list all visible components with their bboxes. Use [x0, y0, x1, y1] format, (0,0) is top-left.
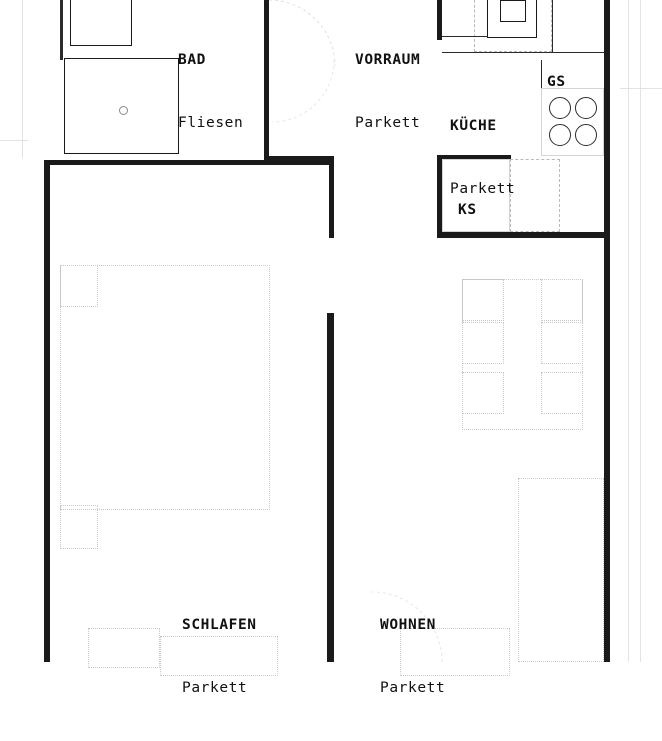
wall-outer-right — [604, 0, 610, 662]
wall-vorraum-right — [437, 0, 442, 40]
wall-outer-left — [44, 160, 50, 662]
page-edge-top-left — [0, 140, 28, 141]
room-material-vorraum: Parkett — [355, 115, 421, 131]
room-name-wohnen: WOHNEN — [380, 617, 436, 633]
wardrobe-ghost — [88, 628, 160, 668]
room-name-kueche: KÜCHE — [450, 118, 497, 134]
vorraum-line-2 — [442, 52, 604, 53]
room-name-vorraum: VORRAUM — [355, 52, 421, 68]
kitchen-divider — [541, 60, 542, 88]
page-edge-right — [628, 0, 629, 662]
wall-partition-bedroom-living — [327, 313, 334, 662]
vorraum-line-1 — [552, 0, 553, 52]
appliance-tag-gs: GS — [547, 74, 566, 90]
hob-burner-2 — [575, 97, 597, 119]
wall-bath-right — [264, 0, 269, 160]
room-label-bad — [178, 8, 243, 176]
dining-table-ghost — [462, 279, 583, 430]
bathtub-drain — [119, 106, 128, 115]
hob-burner-3 — [549, 124, 571, 146]
room-material-schlafen: Parkett — [182, 680, 248, 696]
nightstand-left-ghost — [60, 265, 98, 307]
hob-burner-1 — [549, 97, 571, 119]
room-material-bad: Fliesen — [178, 115, 244, 131]
room-material-wohnen: Parkett — [380, 680, 446, 696]
shower-tray — [70, 0, 132, 46]
kitchen-counter — [541, 88, 604, 156]
entry-fixture-dash — [474, 0, 552, 52]
page-edge-right-2 — [640, 0, 641, 662]
room-name-schlafen: SCHLAFEN — [182, 617, 257, 633]
room-label-vorraum — [355, 8, 420, 176]
room-material-kueche: Parkett — [450, 181, 516, 197]
room-name-bad: BAD — [178, 52, 206, 68]
hob-burner-4 — [575, 124, 597, 146]
nightstand-right-ghost — [60, 505, 98, 549]
page-edge-top-right — [620, 88, 662, 89]
room-label-schlafen — [182, 573, 257, 741]
kitchen-unit-ks-dash — [510, 159, 560, 232]
bath-wall-stub — [60, 0, 63, 60]
page-edge-left — [22, 0, 23, 158]
room-label-wohnen — [380, 573, 445, 741]
sofa-ghost — [518, 478, 604, 662]
vorraum-door-threshold — [442, 36, 488, 37]
wall-living-top-right-stub — [329, 160, 334, 238]
appliance-tag-ks: KS — [458, 202, 477, 218]
